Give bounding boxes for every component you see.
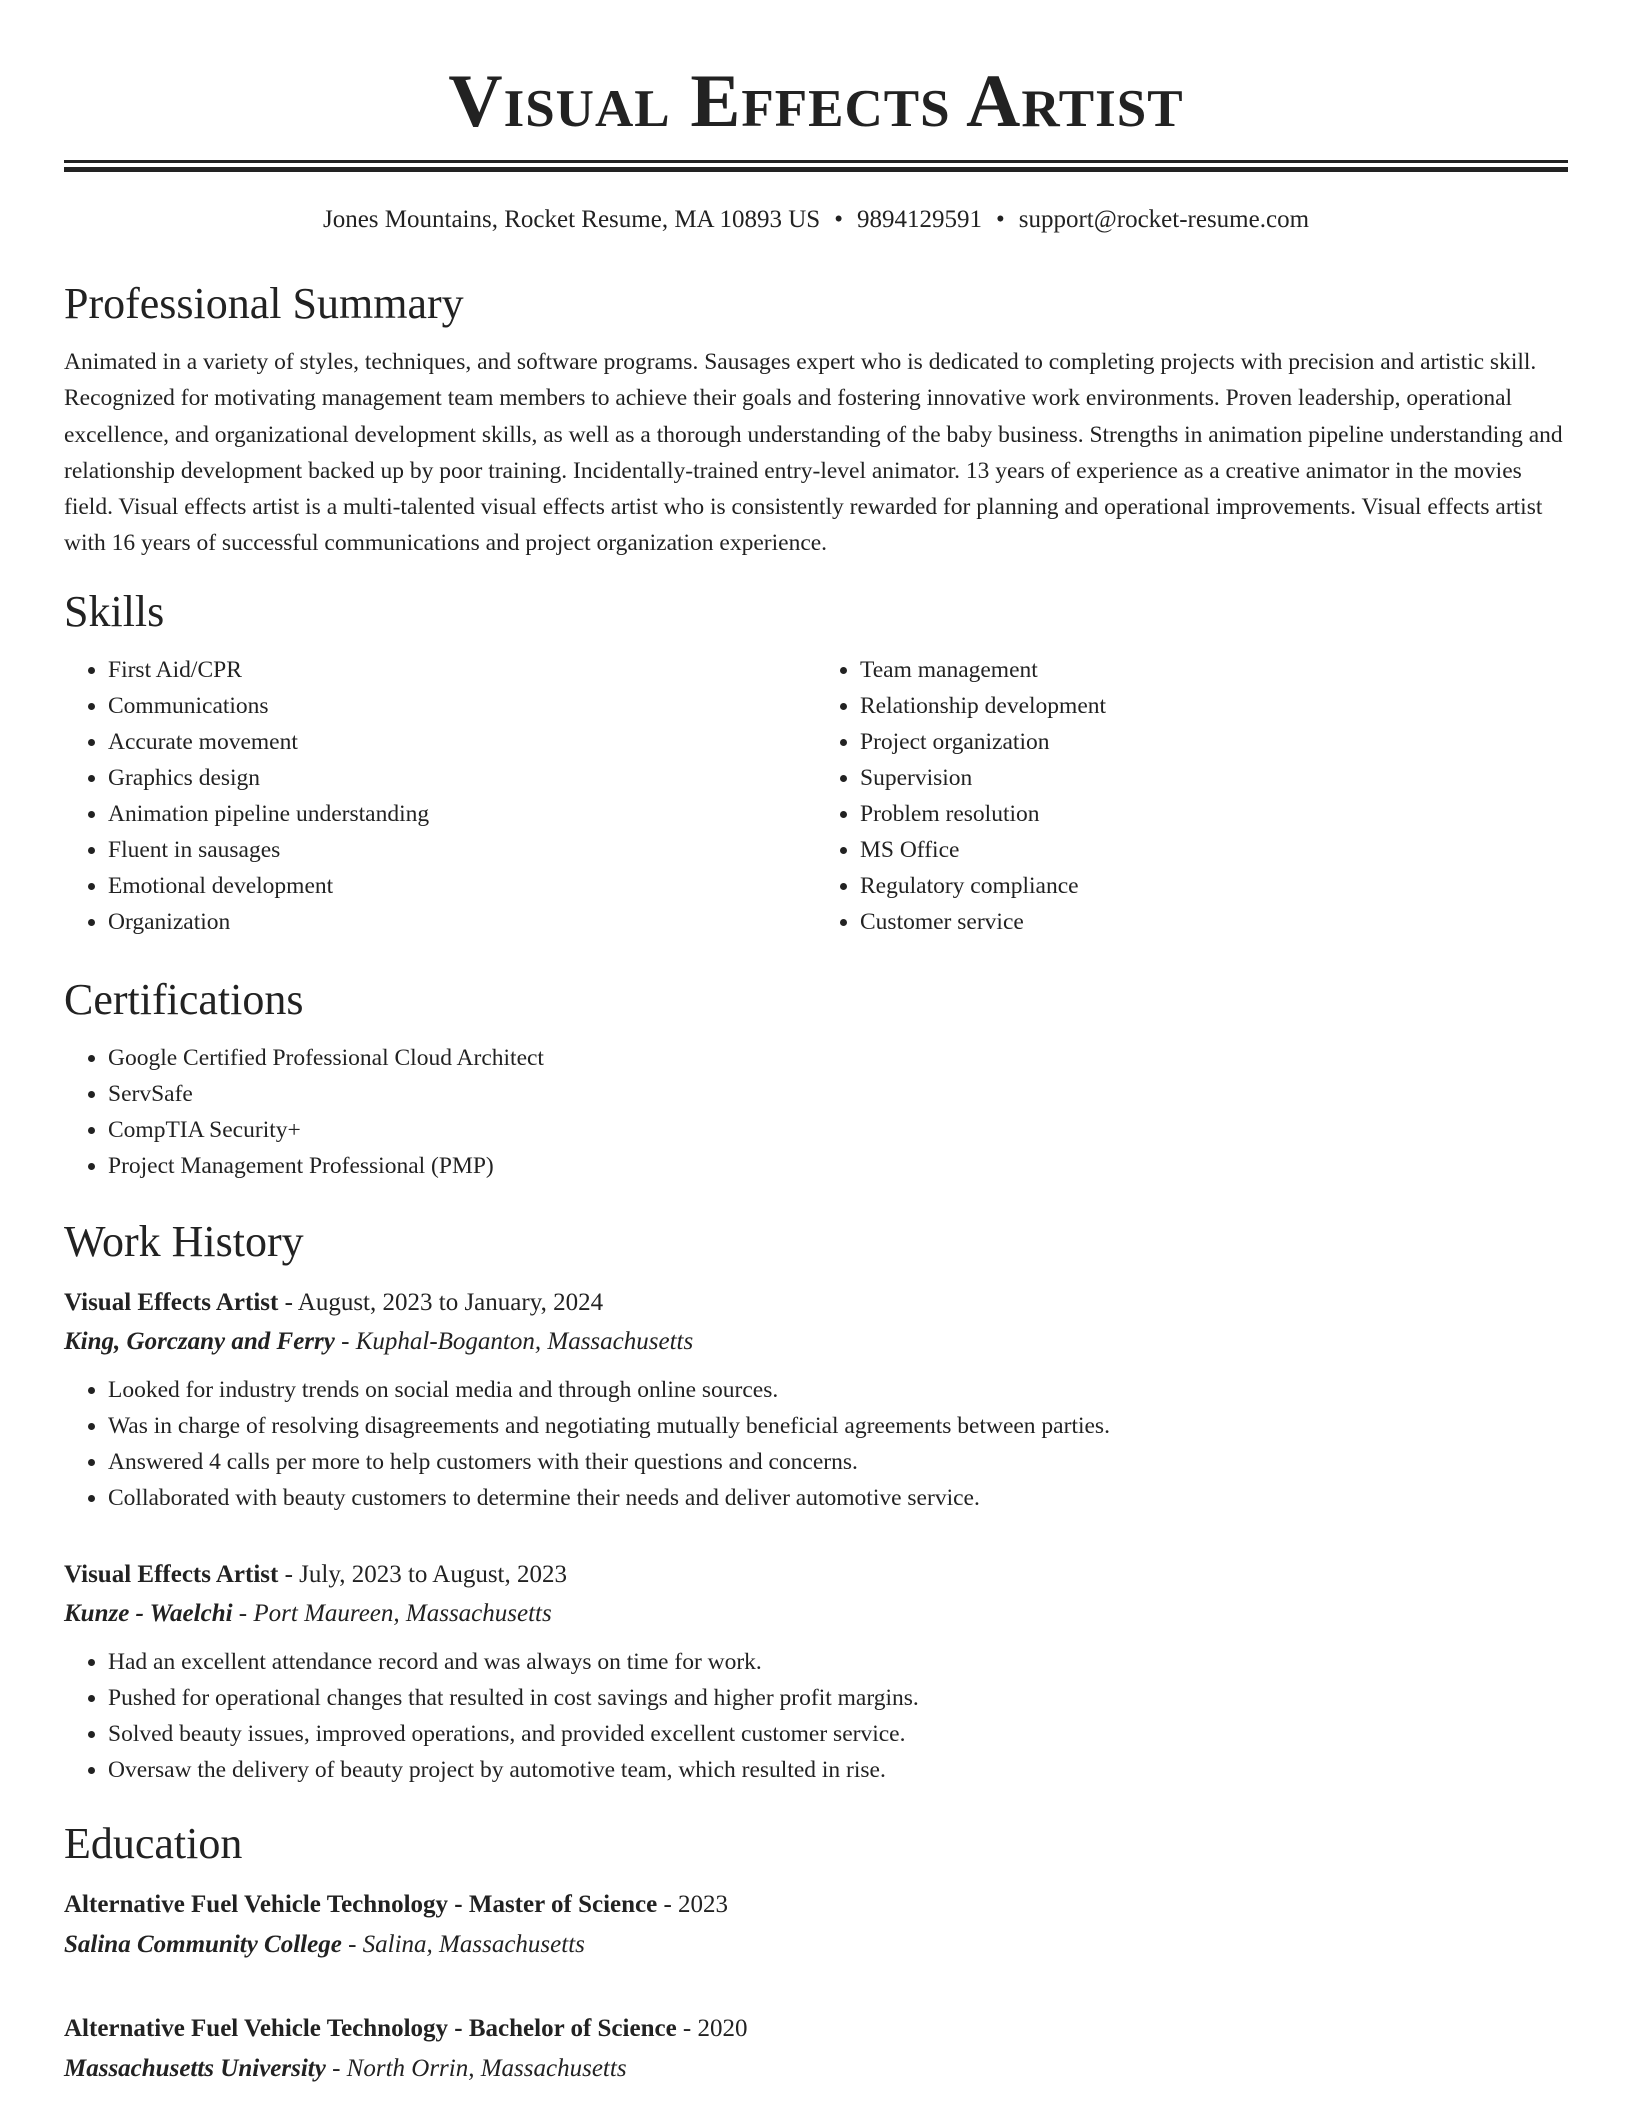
education-year: - 2023 (657, 1890, 729, 1918)
job-dates: - August, 2023 to January, 2024 (278, 1288, 604, 1316)
certifications-heading: Certifications (64, 974, 304, 1024)
job-company-line (64, 1594, 1568, 1634)
contact-address: Jones Mountains, Rocket Resume, MA 10893 US (322, 206, 821, 233)
skill-item: • Customer service (860, 904, 1568, 940)
education-degree-line (64, 2010, 1568, 2048)
job-entry (64, 1284, 1568, 1516)
skill-item: • Graphics design (108, 760, 816, 796)
education-school-line (64, 2048, 1568, 2090)
title-divider (64, 160, 1568, 172)
contact-line (64, 202, 1568, 238)
skill-item: • MS Office (860, 832, 1568, 868)
job-bullets (64, 1644, 1568, 1788)
education-location: - North Orrin, Massachusetts (325, 2054, 627, 2082)
skill-item: • Animation pipeline understanding (108, 796, 816, 832)
certification-item: • CompTIA Security+ (108, 1112, 1568, 1148)
job-bullets (64, 1372, 1568, 1516)
education-degree: Alternative Fuel Vehicle Technology - Master of Science (64, 1890, 658, 1918)
education-entry (64, 2010, 1568, 2090)
job-bullet: • Solved beauty issues, improved operations, and provided excellent customer service. (108, 1716, 1568, 1752)
certifications-list (64, 1040, 1568, 1184)
job-bullet: • Oversaw the delivery of beauty project by automotive team, which resulted in rise. (108, 1752, 1568, 1788)
skill-item: • Relationship development (860, 688, 1568, 724)
skill-item: • Project organization (860, 724, 1568, 760)
job-company: King, Gorczany and Ferry (64, 1327, 335, 1355)
job-bullet: • Was in charge of resolving disagreements and negotiating mutually beneficial agreements between parties. (108, 1408, 1568, 1444)
skill-item: • Organization (108, 904, 816, 940)
job-title-line (64, 1556, 1568, 1594)
summary-heading: Professional Summary (64, 279, 464, 328)
skill-item: • Regulatory compliance (860, 868, 1568, 904)
work-history-heading: Work History (64, 1216, 304, 1266)
skills-list-right (816, 652, 1568, 940)
job-company: Kunze - Waelchi (64, 1599, 233, 1627)
contact-phone: 9894129591 (856, 206, 982, 233)
skill-item: • Accurate movement (108, 724, 816, 760)
job-entry (64, 1556, 1568, 1788)
job-bullet: • Looked for industry trends on social media and through online sources. (108, 1372, 1568, 1408)
job-location: - Kuphal-Boganton, Massachusetts (334, 1327, 694, 1355)
education-location: - Salina, Massachusetts (341, 1930, 585, 1958)
education-degree-line (64, 1886, 1568, 1924)
job-bullet: • Pushed for operational changes that resulted in cost savings and higher profit margins. (108, 1680, 1568, 1716)
resume-title: Visual Effects Artist (448, 60, 1184, 143)
education-degree: Alternative Fuel Vehicle Technology - Bachelor of Science (64, 2014, 677, 2042)
education-year: - 2020 (676, 2014, 748, 2042)
certification-item: • ServSafe (108, 1076, 1568, 1112)
job-bullet: • Had an excellent attendance record and was always on time for work. (108, 1644, 1568, 1680)
education-heading: Education (64, 1818, 243, 1868)
job-bullet: • Answered 4 calls per more to help customers with their questions and concerns. (108, 1444, 1568, 1480)
skill-item: • Supervision (860, 760, 1568, 796)
job-title: Visual Effects Artist (64, 1288, 279, 1316)
job-dates: - July, 2023 to August, 2023 (278, 1560, 567, 1588)
certification-item: • Project Management Professional (PMP) (108, 1148, 1568, 1184)
education-entry (64, 1886, 1568, 1966)
job-location: - Port Maureen, Massachusetts (232, 1599, 552, 1627)
skills-heading: Skills (64, 586, 165, 636)
skill-item: • Fluent in sausages (108, 832, 816, 868)
skill-item: • First Aid/CPR (108, 652, 816, 688)
education-school-line (64, 1924, 1568, 1966)
job-title: Visual Effects Artist (64, 1560, 279, 1588)
skill-item: • Emotional development (108, 868, 816, 904)
contact-email: support@rocket-resume.com (1018, 206, 1310, 233)
contact-separator: • (834, 206, 843, 233)
contact-separator: • (995, 206, 1005, 233)
summary-text: Animated in a variety of styles, techniques, and software programs. Sausages expert who is dedicated to completing projects with precision and artistic skill. Recognized for motivating management team members to achieve their goals and fostering innovative work environments. Proven leadership, operational excellence, and organizational development skills, as well as a thorough understanding of the baby business. Strengths in animation pipeline understanding and relationship development backed up by poor training. Incidentally-trained entry-level animator. 13 years of experience as a creative animator in the movies field. Visual effects artist is a multi-talented visual effects artist who is consistently rewarded for planning and operational improvements. Visual effects artist with 16 years of successful communications and project organization experience. (64, 349, 1563, 557)
skill-item: • Communications (108, 688, 816, 724)
education-school: Salina Community College (64, 1930, 342, 1958)
skill-item: • Problem resolution (860, 796, 1568, 832)
skill-item: • Team management (860, 652, 1568, 688)
job-company-line (64, 1322, 1568, 1362)
job-title-line (64, 1284, 1568, 1322)
education-school: Massachusetts University (64, 2054, 326, 2082)
skills-list-left (64, 652, 816, 940)
skills-columns (64, 652, 1568, 940)
certification-item: • Google Certified Professional Cloud Architect (108, 1040, 1568, 1076)
job-bullet: • Collaborated with beauty customers to determine their needs and deliver automotive service. (108, 1480, 1568, 1516)
